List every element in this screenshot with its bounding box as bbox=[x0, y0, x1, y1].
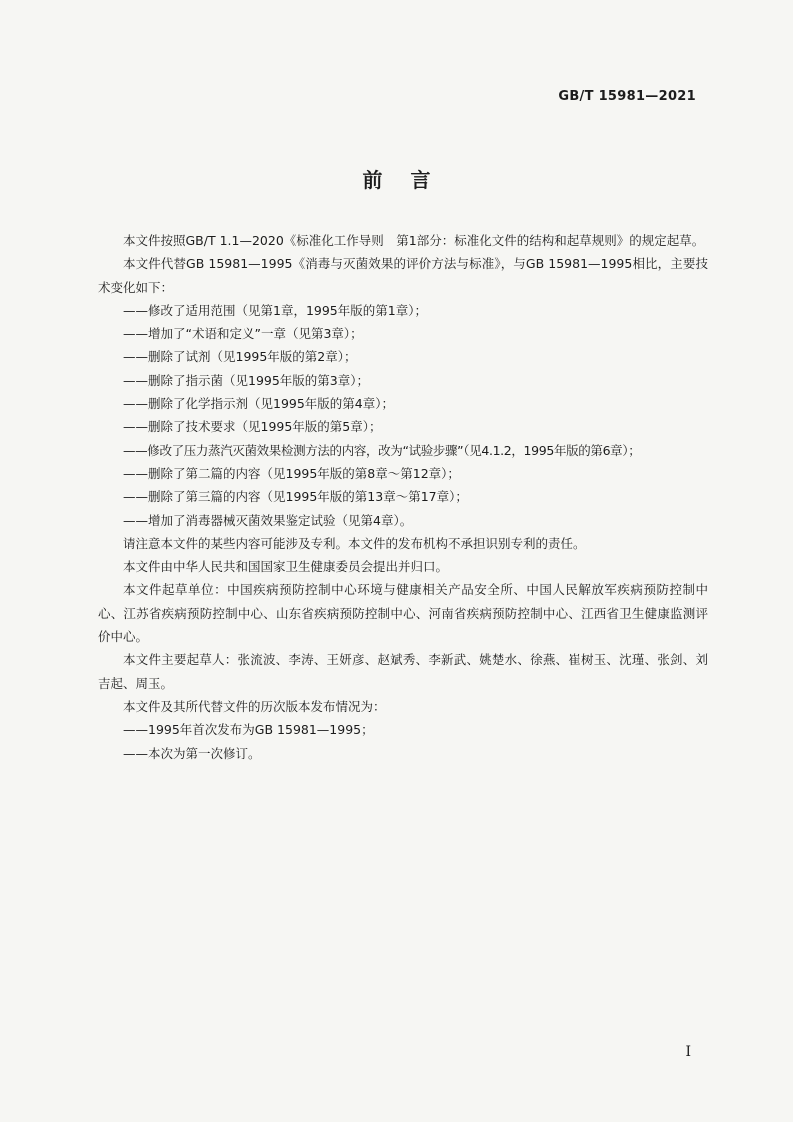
standard-code: GB/T 15981—2021 bbox=[558, 89, 696, 104]
preface-body bbox=[98, 229, 708, 765]
page-title: 前言 bbox=[362, 168, 459, 192]
change-item: ——删除了试剂（见1995年版的第2章）； bbox=[123, 349, 357, 365]
change-item: ——删除了第三篇的内容（见1995年版的第13章～第17章）； bbox=[123, 489, 468, 505]
note-paragraph: 本文件主要起草人：张流波、李涛、王妍彦、赵斌秀、李新武、姚楚水、徐燕、崔树玉、沈瑾、张剑、刘吉起、周玉。 bbox=[98, 652, 708, 691]
change-item: ——修改了适用范围（见第1章，1995年版的第1章）； bbox=[123, 302, 427, 318]
history-item: ——1995年首次发布为GB 15981—1995； bbox=[123, 722, 374, 738]
change-item: ——修改了压力蒸汽灭菌效果检测方法的内容，改为“试验步骤”（见4.1.2，1995年版的第6章）； bbox=[123, 442, 641, 458]
page-number: I bbox=[685, 1044, 691, 1060]
intro-paragraph: 本文件按照GB/T 1.1—2020《标准化工作导则 第1部分：标准化文件的结构和起草规则》的规定起草。 bbox=[123, 233, 705, 248]
change-item: ——删除了指示菌（见1995年版的第3章）； bbox=[123, 372, 370, 388]
change-item: ——删除了第二篇的内容（见1995年版的第8章～第12章）； bbox=[123, 465, 460, 481]
change-item: ——增加了“术语和定义”一章（见第3章）； bbox=[123, 326, 363, 342]
change-item: ——删除了技术要求（见1995年版的第5章）； bbox=[123, 419, 382, 435]
history-item: ——本次为第一次修订。 bbox=[123, 745, 261, 761]
change-item: ——增加了消毒器械灭菌效果鉴定试验（见第4章）。 bbox=[123, 512, 413, 528]
change-item: ——删除了化学指示剂（见1995年版的第4章）； bbox=[123, 396, 395, 412]
note-paragraph: 本文件由中华人民共和国国家卫生健康委员会提出并归口。 bbox=[123, 559, 449, 575]
note-paragraph: 本文件及其所代替文件的历次版本发布情况为： bbox=[123, 698, 386, 714]
intro-paragraph: 本文件代替GB 15981—1995《消毒与灭菌效果的评价方法与标准》，与GB 15981—1995相比，主要技术变化如下： bbox=[98, 256, 708, 295]
note-paragraph: 请注意本文件的某些内容可能涉及专利。本文件的发布机构不承担识别专利的责任。 bbox=[123, 535, 586, 551]
note-paragraph: 本文件起草单位：中国疾病预防控制中心环境与健康相关产品安全所、中国人民解放军疾病预防控制中心、江苏省疾病预防控制中心、山东省疾病预防控制中心、河南省疾病预防控制中心、江西省卫生健康监测评价中心。 bbox=[98, 582, 708, 645]
